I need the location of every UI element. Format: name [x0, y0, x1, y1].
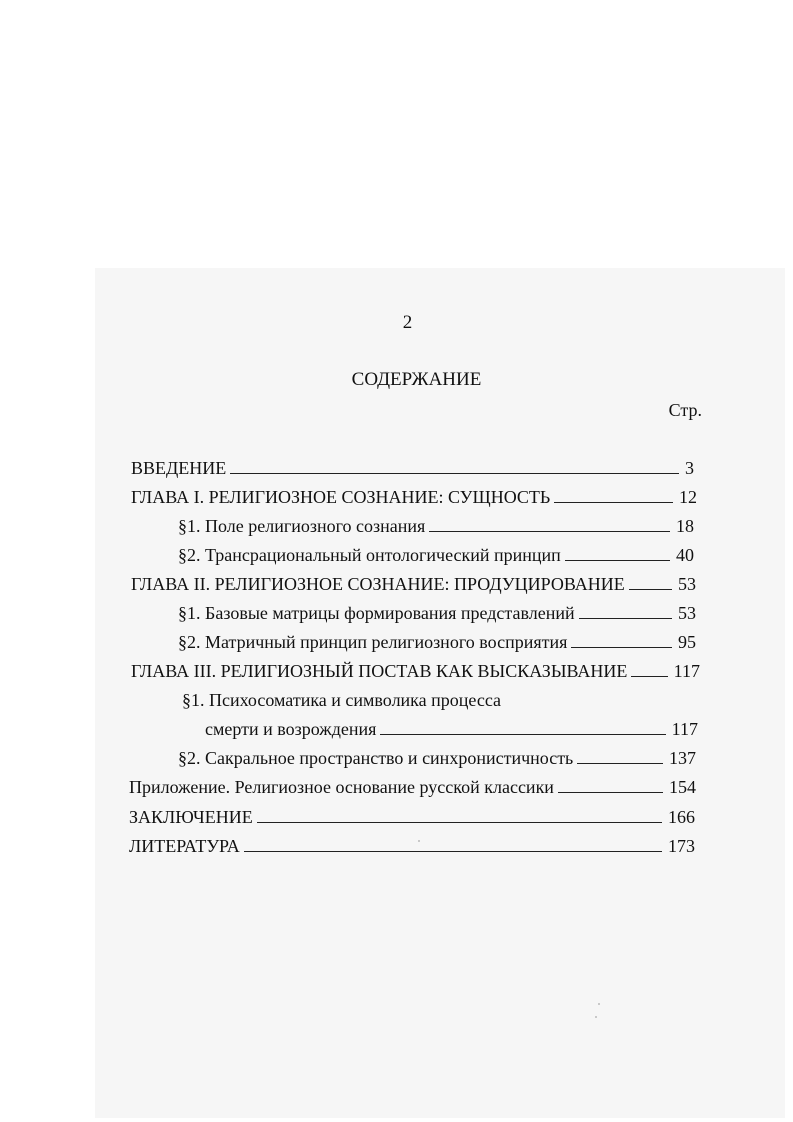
toc-leader-line: [565, 546, 670, 561]
toc-leader-line: [577, 749, 663, 764]
toc-entry-label: §2. Сакральное пространство и синхронистичность: [178, 748, 574, 768]
toc-entry-chapter-1-section-1: [178, 515, 694, 537]
toc-leader-line: [629, 575, 672, 590]
toc-entry-label: §2. Матричный принцип религиозного восприятия: [178, 632, 568, 652]
toc-entry-page: 95: [678, 632, 696, 652]
toc-leader-line: [244, 837, 662, 852]
toc-entry-conclusion: [129, 806, 695, 828]
toc-entry-label: §1. Базовые матрицы формирования представлений: [178, 603, 575, 623]
toc-entry-page: 154: [669, 777, 696, 797]
toc-entry-page: 166: [668, 807, 695, 827]
toc-entry-page: 12: [679, 487, 697, 507]
toc-entry-introduction: [131, 457, 694, 479]
toc-leader-line: [554, 488, 673, 503]
toc-entry-chapter-2: [131, 573, 696, 595]
toc-entry-page: 18: [676, 516, 694, 536]
toc-entry-label: §1. Поле религиозного сознания: [178, 516, 426, 536]
toc-leader-line: [631, 662, 667, 677]
toc-entry-page: 117: [673, 661, 700, 681]
toc-entry-bibliography: [129, 835, 695, 857]
toc-entry-page: 53: [678, 574, 696, 594]
toc-entry-label: Приложение. Религиозное основание русской классики: [129, 777, 554, 797]
toc-entry-label: смерти и возрождения: [205, 719, 377, 739]
toc-entry-chapter-1: [131, 486, 697, 508]
toc-entry-page: 53: [678, 603, 696, 623]
toc-entry-label: ВВЕДЕНИЕ: [131, 458, 227, 478]
toc-entry-label: §2. Трансрациональный онтологический принцип: [178, 545, 561, 565]
toc-leader-line: [571, 633, 672, 648]
toc-leader-line: [380, 720, 665, 735]
toc-entry-page: 173: [668, 836, 695, 856]
toc-entry-page: 137: [669, 748, 696, 768]
toc-entry-label: ГЛАВА I. РЕЛИГИОЗНОЕ СОЗНАНИЕ: СУЩНОСТЬ: [131, 487, 551, 507]
page-column-header: Стр.: [668, 400, 702, 420]
toc-entry-appendix: [129, 776, 696, 798]
toc-entry-label: ЛИТЕРАТУРА: [129, 836, 240, 856]
toc-entry-chapter-3-section-1-line-1: §1. Психосоматика и символика процесса: [182, 690, 502, 710]
toc-leader-line: [230, 459, 679, 474]
toc-entry-label: ГЛАВА III. РЕЛИГИОЗНЫЙ ПОСТАВ КАК ВЫСКАЗЫВАНИЕ: [131, 661, 628, 681]
toc-entry-chapter-3: [131, 660, 700, 682]
toc-entry-chapter-1-section-2: [178, 544, 694, 566]
toc-leader-line: [558, 778, 663, 793]
toc-leader-line: [257, 808, 662, 823]
toc-entry-page: 117: [671, 719, 698, 739]
toc-entry-page: 40: [676, 545, 694, 565]
toc-entry-label: ГЛАВА II. РЕЛИГИОЗНОЕ СОЗНАНИЕ: ПРОДУЦИРОВАНИЕ: [131, 574, 625, 594]
toc-entry-chapter-3-section-2: [178, 747, 696, 769]
toc-entry-chapter-2-section-2: [178, 631, 696, 653]
scan-speck: [598, 1003, 600, 1005]
toc-entry-label: ЗАКЛЮЧЕНИЕ: [129, 807, 253, 827]
toc-entry-chapter-3-section-1: [205, 718, 698, 740]
page-title: СОДЕРЖАНИЕ: [351, 369, 482, 390]
toc-entry-page: 3: [685, 458, 694, 478]
toc-leader-line: [579, 604, 672, 619]
toc-entry-chapter-2-section-1: [178, 602, 696, 624]
page-number: 2: [402, 312, 413, 333]
toc-leader-line: [429, 517, 670, 532]
scan-speck: [418, 840, 420, 842]
scan-speck: [595, 1016, 597, 1018]
